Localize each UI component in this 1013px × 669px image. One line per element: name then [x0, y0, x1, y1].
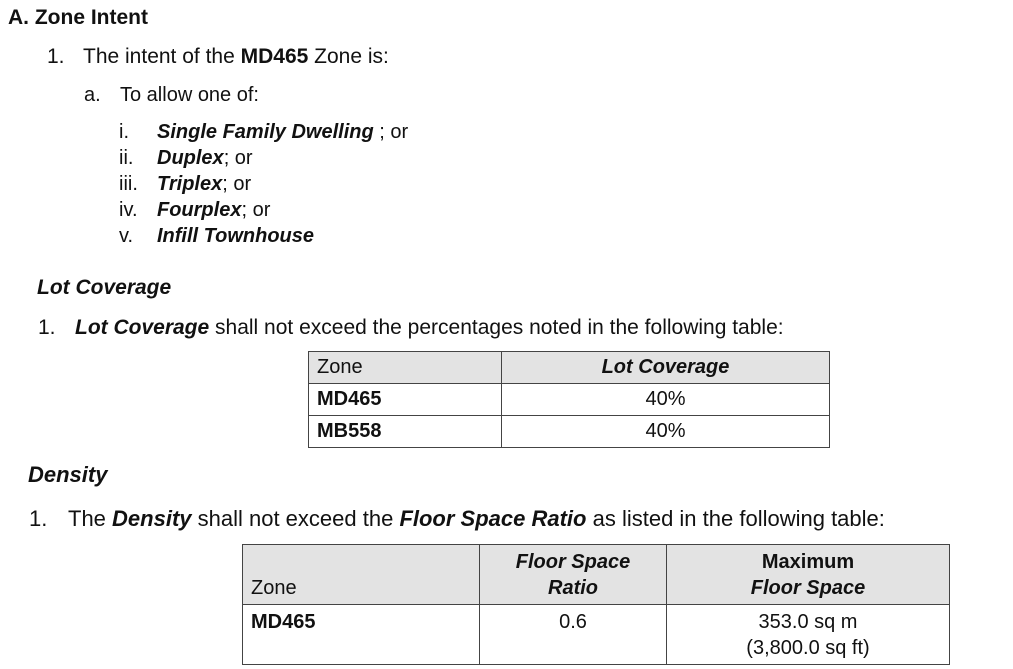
table-row — [309, 416, 830, 448]
intent-text-pre: The intent of the — [83, 45, 241, 68]
density-statement — [68, 506, 885, 532]
cell-zone: MB558 — [309, 416, 502, 448]
density-text-post: as listed in the following table: — [586, 506, 885, 531]
option-suffix: ; or — [222, 173, 252, 195]
cell-lot-coverage: 40% — [502, 384, 830, 416]
cell-lot-coverage: 40% — [502, 416, 830, 448]
option-item — [157, 147, 253, 170]
header-maximum-floor-space — [667, 545, 950, 605]
density-text-mid: shall not exceed the — [191, 506, 400, 531]
density-heading: Density — [28, 462, 108, 487]
table-header-row — [243, 545, 950, 605]
lot-coverage-heading: Lot Coverage — [37, 276, 172, 299]
density-text-pre: The — [68, 506, 113, 531]
table-row — [243, 605, 950, 665]
header-max-line1: Maximum — [761, 550, 855, 573]
option-number: i. — [119, 121, 129, 143]
option-item — [157, 199, 270, 222]
intent-zone-code: MD465 — [240, 45, 309, 68]
option-item — [157, 173, 251, 196]
option-number: ii. — [119, 147, 134, 169]
header-zone: Zone — [309, 352, 502, 384]
header-fsr-line1: Floor Space — [515, 550, 631, 573]
lot-coverage-table — [308, 351, 830, 448]
option-number: iv. — [119, 199, 138, 221]
option-suffix: ; or — [241, 199, 271, 221]
density-item-number: 1. — [29, 506, 48, 531]
intent-text-post: Zone is: — [308, 45, 389, 68]
option-name: Infill Townhouse — [157, 225, 315, 247]
cell-ratio: 0.6 — [480, 605, 667, 665]
header-fsr-line2: Ratio — [548, 576, 598, 599]
cell-zone: MD465 — [243, 605, 480, 665]
intent-item-number: 1. — [47, 45, 65, 68]
header-lot-coverage: Lot Coverage — [502, 352, 830, 384]
lot-coverage-statement — [75, 316, 784, 340]
cell-zone: MD465 — [309, 384, 502, 416]
max-floor-space-imperial: (3,800.0 sq ft) — [746, 636, 870, 659]
table-header-row — [309, 352, 830, 384]
option-name: Single Family Dwelling — [157, 121, 374, 143]
density-term: Density — [112, 506, 192, 531]
lot-coverage-text: shall not exceed the percentages noted in the following table: — [209, 316, 784, 339]
option-number: v. — [119, 225, 134, 247]
header-floor-space-ratio — [480, 545, 667, 605]
floor-space-ratio-term: Floor Space Ratio — [399, 506, 587, 531]
option-item — [157, 225, 314, 248]
cell-max-floor-space — [667, 605, 950, 665]
option-name: Duplex — [157, 147, 224, 169]
option-suffix: ; or — [373, 121, 409, 143]
sub-item-text: To allow one of: — [120, 84, 259, 106]
option-name: Triplex — [157, 173, 223, 195]
header-zone: Zone — [243, 545, 480, 605]
lot-coverage-item-number: 1. — [38, 316, 56, 339]
table-row — [309, 384, 830, 416]
option-number: iii. — [119, 173, 138, 195]
section-a-heading: A. Zone Intent — [8, 6, 148, 29]
max-floor-space-metric: 353.0 sq m — [758, 610, 858, 633]
header-max-line2: Floor Space — [750, 576, 866, 599]
option-name: Fourplex — [157, 199, 242, 221]
intent-statement — [83, 45, 389, 69]
density-table — [242, 544, 950, 665]
sub-item-letter: a. — [84, 84, 101, 106]
lot-coverage-term: Lot Coverage — [75, 316, 210, 339]
option-item — [157, 121, 408, 144]
option-suffix: ; or — [223, 147, 253, 169]
